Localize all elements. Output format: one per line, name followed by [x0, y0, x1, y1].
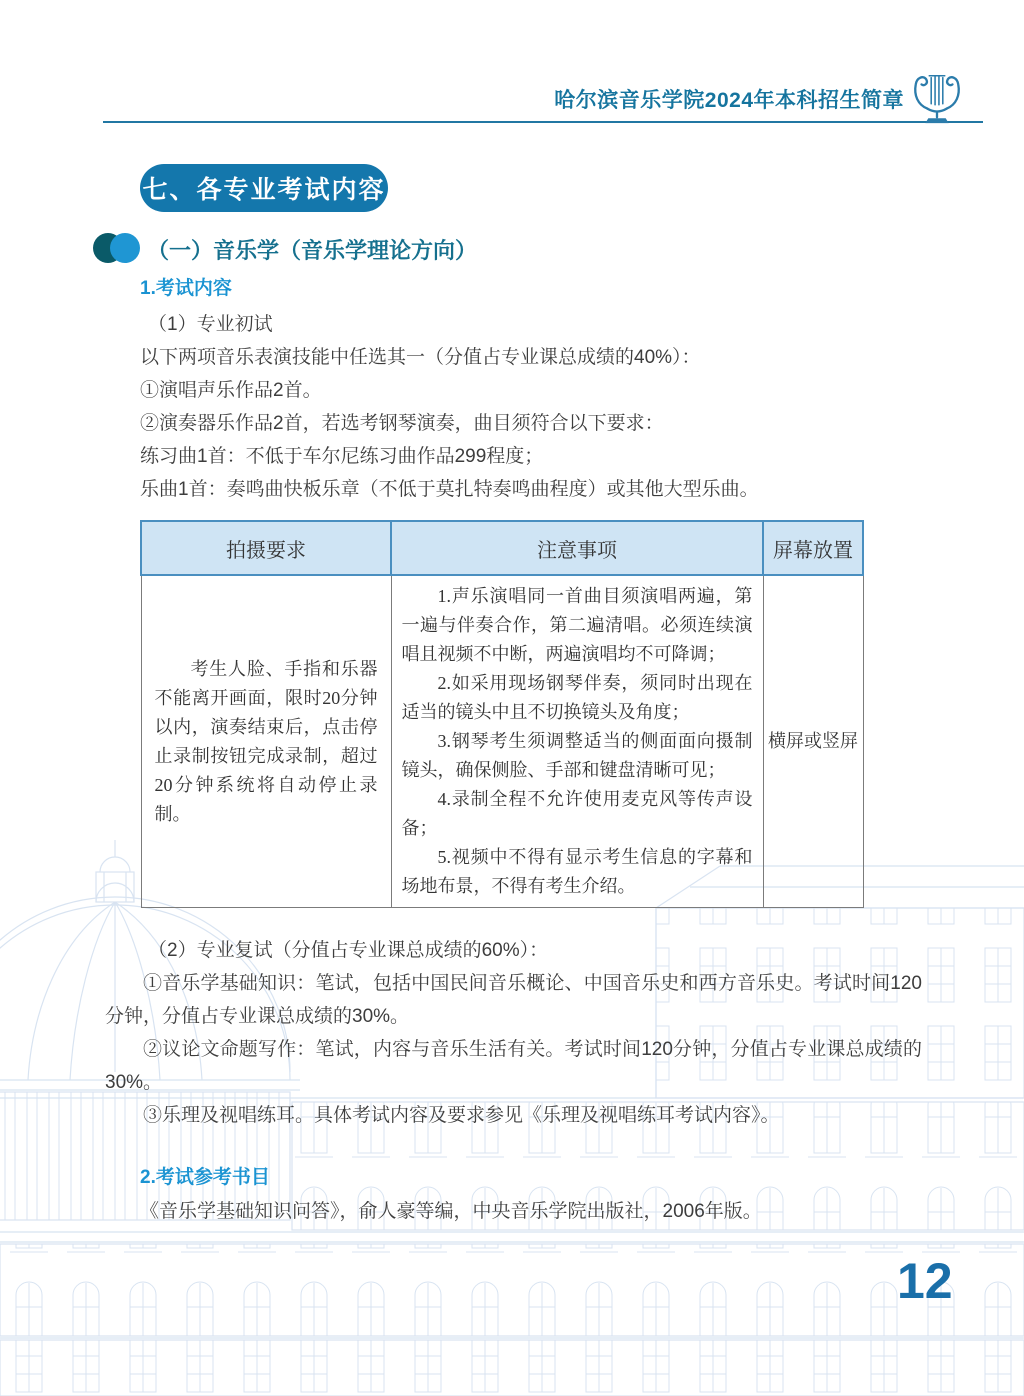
note-item: 5.视频中不得有显示考生信息的字幕和场地布景，不得有考生介绍。 — [401, 847, 753, 896]
shooting-requirements-cell: 考生人脸、手指和乐器不能离开画面，限时20分钟以内，演奏结束后，点击停止录制按钮完成录制，超过20分钟系统将自动停止录制。 — [141, 575, 391, 908]
exam-content-heading: 1.考试内容 — [140, 278, 232, 299]
round1-item: ②演奏器乐作品2首，若选考钢琴演奏，曲目须符合以下要求： — [140, 413, 664, 434]
lyre-icon — [906, 68, 968, 126]
subsection-header — [105, 233, 922, 265]
double-circle-icon — [93, 233, 141, 263]
note-item: 4.录制全程不允许使用麦克风等传声设备； — [401, 789, 753, 838]
round1-intro: 以下两项音乐表演技能中任选其一（分值占专业课总成绩的40%）： — [140, 347, 701, 368]
note-item: 2.如采用现场钢琴伴奏，须同时出现在适当的镜头中且不切换镜头及角度； — [401, 673, 753, 722]
round1-item: 练习曲1首：不低于车尔尼练习曲作品299程度； — [140, 446, 544, 467]
notes-cell — [391, 575, 763, 908]
reference-item: 《音乐学基础知识问答》，俞人豪等编，中央音乐学院出版社，2006年版。 — [140, 1201, 762, 1222]
subsection-title: （一）音乐学（音乐学理论方向） — [147, 237, 478, 263]
table-row — [141, 575, 863, 908]
column-header-screen: 屏幕放置 — [763, 521, 863, 575]
section-title-pill: 七、各专业考试内容 — [140, 164, 388, 212]
round2-title: （2）专业复试（分值占专业课总成绩的60%）： — [148, 940, 549, 961]
round1-item: ①演唱声乐作品2首。 — [140, 380, 322, 401]
recording-requirements-table — [140, 520, 864, 908]
note-item: 3.钢琴考生须调整适当的侧面面向摄制镜头，确保侧脸、手部和键盘清晰可见； — [401, 731, 753, 780]
round2-section — [105, 934, 922, 1132]
header-divider — [103, 121, 983, 123]
page-header-title: 哈尔滨音乐学院2024年本科招生简章 — [554, 89, 904, 112]
screen-placement-cell: 横屏或竖屏 — [763, 575, 863, 908]
round2-item: ③乐理及视唱练耳。具体考试内容及要求参见《乐理及视唱练耳考试内容》。 — [143, 1105, 780, 1126]
column-header-notes: 注意事项 — [391, 521, 763, 575]
round2-item: ②议论文命题写作：笔试，内容与音乐生活有关。考试时间120分钟，分值占专业课总成绩的30%。 — [105, 1039, 922, 1093]
references-heading: 2.考试参考书目 — [140, 1167, 270, 1188]
column-header-shooting: 拍摄要求 — [141, 521, 391, 575]
round2-item: ①音乐学基础知识：笔试，包括中国民间音乐概论、中国音乐史和西方音乐史。考试时间120分钟，分值占专业课总成绩的30%。 — [105, 973, 922, 1027]
main-content — [105, 233, 922, 1228]
page-number: 12 — [897, 1253, 953, 1309]
note-item: 1.声乐演唱同一首曲目须演唱两遍，第一遍与伴奏合作，第二遍清唱。必须连续演唱且视频不中断，两遍演唱均不可降调； — [401, 586, 753, 664]
table-header-row — [141, 521, 863, 575]
round1-title: （1）专业初试 — [148, 314, 273, 335]
round1-item: 乐曲1首：奏鸣曲快板乐章（不低于莫扎特奏鸣曲程度）或其他大型乐曲。 — [140, 479, 759, 500]
